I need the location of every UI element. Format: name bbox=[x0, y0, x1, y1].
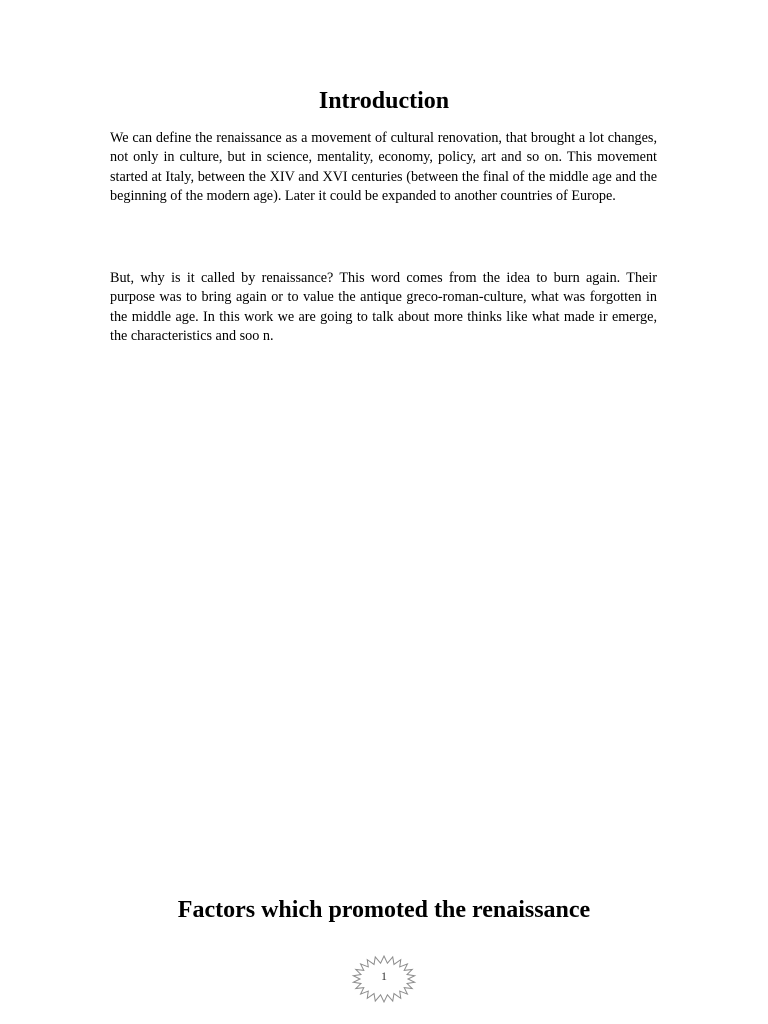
page-number-badge bbox=[351, 954, 417, 1004]
page-number: 1 bbox=[381, 969, 387, 983]
intro-paragraph-2: But, why is it called by renaissance? This word comes from the idea to burn again. Their purpose was to bring again or to value the antique greco-roman-culture, what was forgotten in the middle age. In this work we are going to talk about more thinks like what made ir emerge, the characteristics and soo n. bbox=[110, 270, 657, 345]
page-title: Introduction bbox=[318, 88, 450, 114]
section-heading-factors: Factors which promoted the renaissance bbox=[177, 897, 591, 923]
intro-paragraph-1: We can define the renaissance as a movement of cultural renovation, that brought a lot changes, not only in culture, but in science, mentality, economy, policy, art and so on. This movement started at Italy, between the XIV and XVI centuries (between the final of the middle age and the beginning of the modern age). Later it could be expanded to another countries of Europe. bbox=[110, 130, 657, 205]
